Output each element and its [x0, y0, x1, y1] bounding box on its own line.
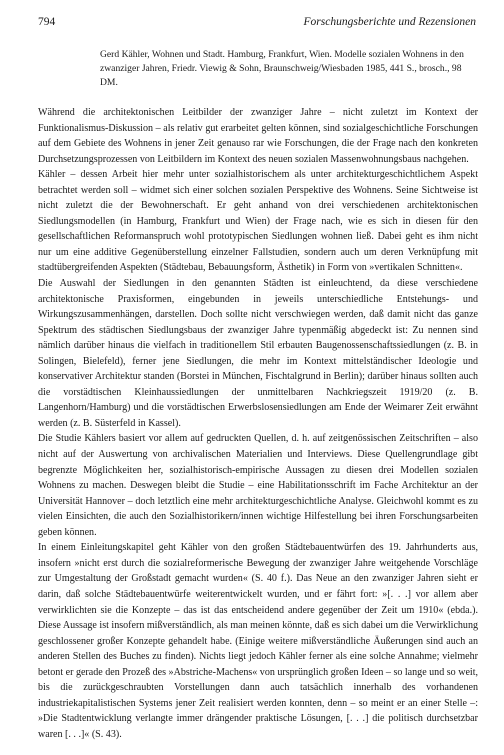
- book-citation: Gerd Kähler, Wohnen und Stadt. Hamburg, Frankfurt, Wien. Modelle sozialen Wohnens in den zwanziger Jahren, Friedr. Viewig & Sohn, Braunschweig/Wiesbaden 1985, 441 S., brosch., 98 DM.: [100, 49, 464, 88]
- paragraph-4: Die Studie Kählers basiert vor allem auf gedruckten Quellen, d. h. auf zeitgenössischen Zeitschriften – also nicht auf der Auswertung von archivalischen Materialien und Interviews. Diese Quellengrundlage gibt begrenzte Möglichkeiten her, sozialhistorisch-empirische Aussagen zu diesen drei Modellen sozialen Wohnens zu machen. Deswegen bleibt die Studie – eine Habilitationsschrift im Fache Architektur an der Universität Hannover – doch letztlich eine mehr architekturgeschichtliche Analyse. Gleichwohl kommt es zu vielen Einsichten, die auch den Sozialhistorikern/innen wichtige Hilfestellung bei ihren Forschungsarbeiten geben können.: [38, 433, 478, 538]
- running-title: Forschungsberichte und Rezensionen: [303, 16, 476, 28]
- paragraph-1: Während die architektonischen Leitbilder der zwanziger Jahre – nicht zuletzt im Kontext der Funktionalismus-Diskussion – als relativ gut erarbeitet gelten können, sind sozialgeschichtliche Forschungen auf dem Gebiete des Wohnens in jener Zeit genauso rar wie Forschungen, die der Frage nach den konkreten Durchsetzungsprozessen von Leitbildern im Kontext des neuen sozialen Massenwohnungsbaus nachgehen.: [38, 107, 478, 165]
- review-body: [38, 105, 478, 742]
- paragraph-5: In einem Einleitungskapitel geht Kähler von den großen Städtebauentwürfen des 19. Jahrhunderts aus, insofern »nicht erst durch die sozialreformerische Bewegung der zwanziger Jahre weitgehende Vorschläge zur Umgestaltung der Großstadt gemacht wurden« (S. 40 f.). Das Neue an den zwanziger Jahren sieht er darin, daß solche Städtebauentwürfe weiterentwickelt wurden, und er fährt fort: »[. . .] vor allem aber verwirklichten sie die Konzepte – das ist das entscheidend andere gegenüber der Zeit um 1910« (ebda.). Diese Aussage ist insofern mißverständlich, als man meinen könnte, daß es sich dabei um die Verwirklichung geschlossener großer Konzepte gehandelt habe. (Einige weitere mißverständliche Äußerungen sind auch an anderen Stellen des Buches zu finden). Nichts liegt jedoch Kähler ferner als eine solche Annahme; vielmehr betont er gerade den Prozeß des »Abstriche-Machens« von ursprünglich großen Ideen – so lange und so weit, bis die zurückgeschraubten Vorstellungen dann auch tatsächlich innerhalb des vorhandenen industriekapitalistischen Systems jener Zeit realisiert werden konnten, denn – so meint er an einer Stelle –: »Die Stadtentwicklung verlangte immer drängender praktische Lösungen, [. . .] die politisch durchsetzbar waren [. . .]« (S. 43).: [38, 542, 478, 740]
- paragraph-2: Kähler – dessen Arbeit hier mehr unter sozialhistorischem als unter architekturgeschichtlichem Aspekt betrachtet werden soll – widmet sich einer solchen sozialen Perspektive des Wohnens. Seine Sichtweise ist nicht zuletzt die der Bewohnerschaft. Er geht anhand von drei verschiedenen architektonischen Siedlungsmodellen (in Hamburg, Frankfurt und Wien) der Frage nach, wie es sich in diesen für den gesellschaftlichen Reformanspruch wohl prototypischen Siedlungen wohnen ließ. Dabei geht es ihm nicht nur um eine additive Gegenüberstellung einzelner Fallstudien, sondern auch um deren Verknüpfung mit stadtübergreifenden Aspekten (Städtebau, Bebauungsform, Ästhetik) in Form von »vertikalen Schnitten«.: [38, 169, 478, 274]
- page-number: 794: [38, 16, 56, 28]
- paragraph-3: Die Auswahl der Siedlungen in den genannten Städten ist einleuchtend, da diese verschiedene architektonische Praxisformen, eingebunden in jeweils unterschiedliche Entstehungs- und Wirkungszusammenhängen, darstellen. Doch sollte nicht verschwiegen werden, daß damit nicht das ganze Spektrum des städtischen Siedlungsbaus der zwanziger Jahre typenmäßig abgedeckt ist: Zu nennen sind nämlich darüber hinaus die vielfach in traditionellem Stil erbauten Baugenossenschaftssiedlungen (z. B. in Solingen, Bielefeld), ferner jene Siedlungen, die mehr im Kontext mittelständischer Ideologie und konservativer Architektur standen (Borstei in München, Fischtalgrund in Berlin); darüber hinaus sollten auch die vorstädtischen Kleinhaussiedlungen der unmittelbaren Nachkriegszeit 1919/20 (z. B. Langenhorn/Hamburg) und die vorstädtischen Erwerbslosensiedlungen am Ende der Weimarer Zeit erwähnt werden (z. B. Süsterfeld in Kassel).: [38, 278, 478, 429]
